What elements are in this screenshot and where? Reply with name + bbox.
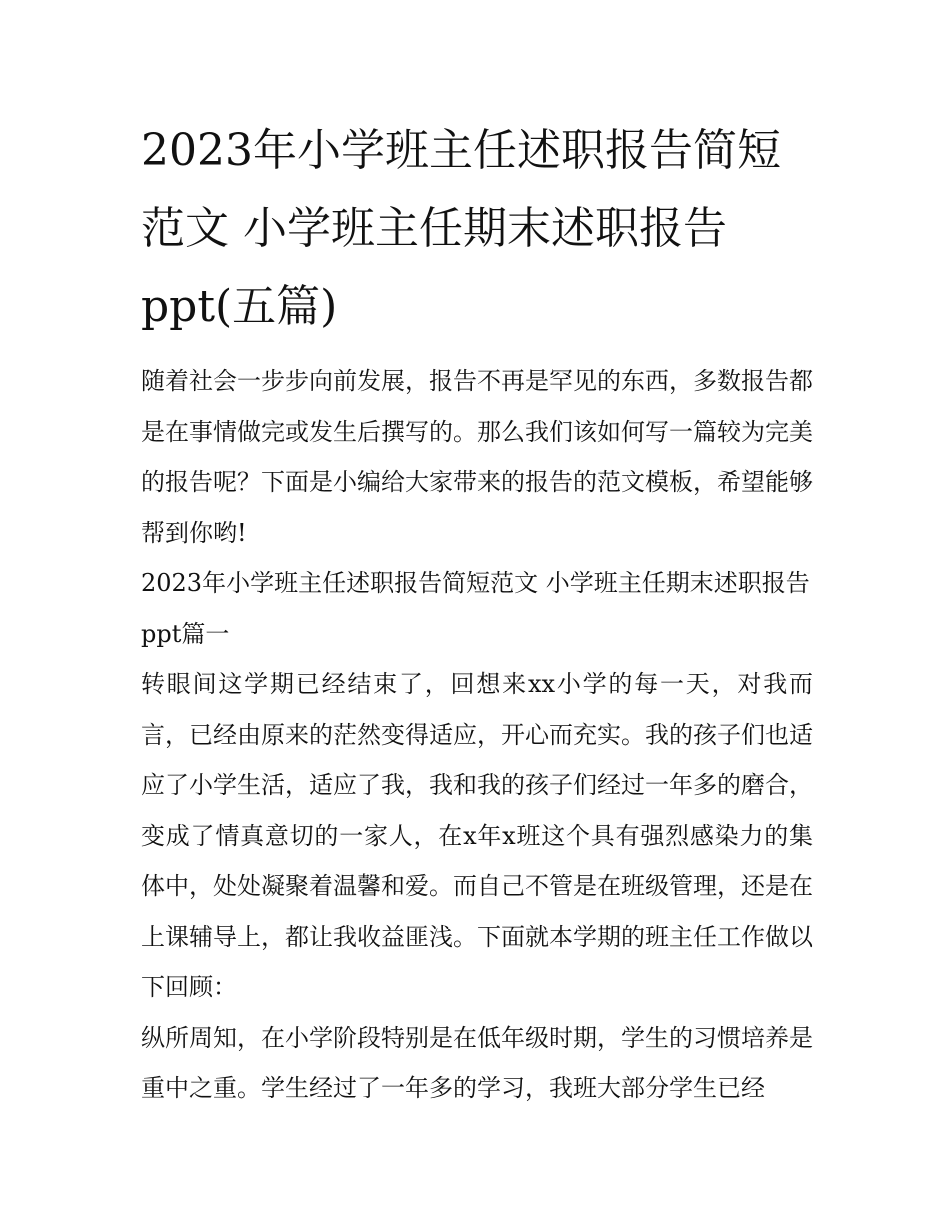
body-paragraph: 转眼间这学期已经结束了，回想来xx小学的每一天，对我而言，已经由原来的茫然变得适应，开心而充实。我的孩子们也适应了小学生活，适应了我，我和我的孩子们经过一年多的磨合，变成了情真意切的一家人，在x年x班这个具有强烈感染力的集体中，处处凝聚着温馨和爱。而自己不管是在班级管理，还是在上课辅导上，都让我收益匪浅。下面就本学期的班主任工作做以下回顾：: [141, 670, 813, 1001]
document-body: [141, 112, 813, 1114]
body-paragraph: 纵所周知，在小学阶段特别是在低年级时期，学生的习惯培养是重中之重。学生经过了一年多的学习，我班大部分学生已经: [141, 1023, 813, 1102]
intro-paragraph: 随着社会一步步向前发展，报告不再是罕见的东西，多数报告都是在事情做完或发生后撰写的。那么我们该如何写一篇较为完美的报告呢？下面是小编给大家带来的报告的范文模板，希望能够帮到你哟!: [141, 367, 813, 547]
section-heading: 2023年小学班主任述职报告简短范文 小学班主任期末述职报告ppt篇一: [141, 569, 810, 648]
document-title: 2023年小学班主任述职报告简短范文 小学班主任期末述职报告ppt(五篇): [141, 125, 781, 332]
